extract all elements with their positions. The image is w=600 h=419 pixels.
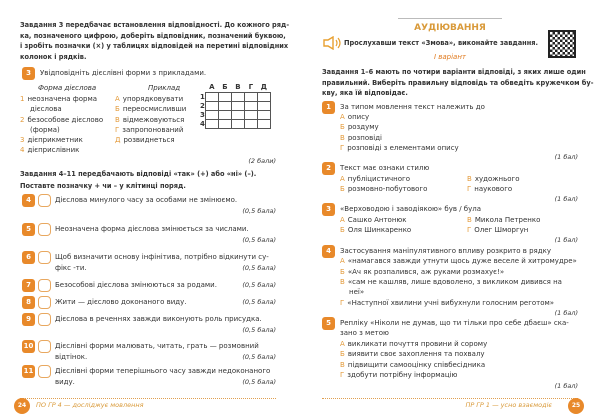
section-title: АУДІЮВАННЯ xyxy=(414,23,486,33)
item-number: 3 xyxy=(20,136,25,145)
option-text: відмежовуються xyxy=(122,115,185,124)
page-number: 25 xyxy=(568,398,584,414)
answer-option[interactable] xyxy=(340,225,411,236)
points: (0,5 бала) xyxy=(242,298,276,306)
statement-text: Неозначена форма дієслова змінюється за числами. xyxy=(55,225,249,233)
grid-cell[interactable] xyxy=(205,101,218,110)
answer-option[interactable] xyxy=(340,122,379,133)
answer-option[interactable] xyxy=(340,174,410,185)
instructions xyxy=(20,168,256,192)
option-text: розвиднеться xyxy=(123,136,175,145)
listen-instruction: Прослухавши текст «Змова», виконайте завдання. xyxy=(344,39,539,47)
option-letter: В xyxy=(467,175,472,183)
option-text: упорядковувати xyxy=(122,95,184,103)
option-letter: В xyxy=(340,134,345,142)
answer-checkbox[interactable] xyxy=(38,296,51,309)
item-number: 8 xyxy=(22,296,35,309)
answer-checkbox[interactable] xyxy=(38,251,51,264)
option-text: розмовно-побутового xyxy=(347,185,428,193)
points: (1 бал) xyxy=(554,382,578,390)
answer-option[interactable] xyxy=(467,215,540,226)
text-line: і зробіть позначки (×) у таблицях відповідей на перетині відповідних xyxy=(20,42,289,50)
answer-checkbox[interactable] xyxy=(38,279,51,292)
points: (0,5 бала) xyxy=(242,236,276,244)
option-letter: В xyxy=(340,278,345,286)
option-text: «Ач як розпалився, аж руками розмахує!» xyxy=(347,268,505,276)
answer-option[interactable] xyxy=(340,143,459,154)
grid-cell[interactable] xyxy=(218,110,231,119)
answer-option[interactable] xyxy=(340,349,485,360)
points: (0,5 бала) xyxy=(242,378,276,386)
option-text: розповіді xyxy=(347,134,382,142)
answer-option[interactable] xyxy=(467,225,528,236)
answer-checkbox[interactable] xyxy=(38,365,51,378)
item-text: (форма) xyxy=(30,125,60,134)
option-text: «сам не кашляв, лише вдоволено, з викликом дивився на xyxy=(347,278,562,286)
statement-text: виду. xyxy=(55,378,75,386)
item-number: 7 xyxy=(22,279,35,292)
option-letter: Г xyxy=(340,371,345,379)
statement-text: відтінок. xyxy=(55,353,88,361)
answer-checkbox[interactable] xyxy=(38,194,51,207)
grid-cell[interactable] xyxy=(257,119,270,128)
task-text: Увідповідніть дієслівні форми з прикладами. xyxy=(40,69,207,77)
speaker-icon[interactable] xyxy=(322,36,342,52)
statement-text: Жити — дієслово доконаного виду. xyxy=(55,298,187,306)
grid-cell[interactable] xyxy=(244,110,257,119)
option-letter: Б xyxy=(340,123,345,131)
divider xyxy=(398,18,502,19)
item-text: дієслова xyxy=(30,105,62,114)
answer-option[interactable] xyxy=(340,267,504,278)
page-number: 24 xyxy=(14,398,30,414)
footer-text: ПО ГР 4 — досліджує мовлення xyxy=(36,401,144,409)
answer-option[interactable] xyxy=(340,256,577,267)
question-text: зано з метою xyxy=(340,329,389,337)
divider xyxy=(20,398,276,399)
grid-cell[interactable] xyxy=(231,101,244,110)
points: (1 бал) xyxy=(554,153,578,161)
footer-text: ПР ГР 1 — усно взаємодіє xyxy=(465,401,552,409)
grid-cell[interactable] xyxy=(257,92,270,101)
answer-option[interactable] xyxy=(340,360,485,371)
option-text: Олег Шморгун xyxy=(474,226,529,234)
question-text: За типом мовлення текст належить до xyxy=(340,103,485,111)
item-number: 4 xyxy=(22,194,35,207)
points: (1 бал) xyxy=(554,309,578,317)
item-number: 1 xyxy=(20,95,25,103)
text-line: ка, позначеного цифрою, доберіть відповідник, позначений буквою, xyxy=(20,31,286,40)
instructions xyxy=(322,67,593,99)
answer-checkbox[interactable] xyxy=(38,223,51,236)
item-number: 4 xyxy=(20,146,25,155)
option-letter: Г xyxy=(340,299,345,307)
item-number: 9 xyxy=(22,313,35,326)
option-letter: А xyxy=(340,216,345,224)
item-number: 11 xyxy=(22,365,35,378)
option-letter: Д xyxy=(115,136,121,145)
item-text: неозначена форма xyxy=(27,95,98,103)
option-letter: Г xyxy=(340,144,345,152)
option-letter: Г xyxy=(115,125,120,134)
option-text: переосмисливши xyxy=(122,105,187,114)
grid-cell[interactable] xyxy=(205,92,218,101)
option-text: викликати почуття провини й сорому xyxy=(347,340,488,348)
points: (1 бал) xyxy=(554,236,578,244)
answer-option[interactable] xyxy=(340,277,562,288)
answer-option[interactable] xyxy=(340,339,487,350)
option-letter: Г xyxy=(467,226,472,234)
option-letter: Г xyxy=(467,185,472,193)
instructions xyxy=(20,20,289,62)
option-text: підвищити самооцінку співбесідника xyxy=(347,361,486,369)
grid-cell[interactable] xyxy=(257,101,270,110)
statement-text: Дієслівні форми малювать, читать, грать — розмовний xyxy=(55,342,259,350)
examples-list xyxy=(115,94,186,145)
option-letter: В xyxy=(467,216,472,224)
question-text: «Верховодою і заводіякою» був / була xyxy=(340,205,482,213)
option-letter: Б xyxy=(115,105,120,114)
option-text: Микола Петренко xyxy=(474,216,541,224)
text-line: Завдання 4–11 передбачають відповіді «так» (+) або «ні» (–). xyxy=(20,170,257,178)
answer-option[interactable] xyxy=(340,184,427,195)
text-line: правильний. Виберіть правильну відповідь та обведіть кружечком бу- xyxy=(322,78,594,87)
points: (2 бали) xyxy=(248,157,276,165)
grid-cell[interactable] xyxy=(231,119,244,128)
item-number: 10 xyxy=(22,340,35,353)
option-text: запропонований xyxy=(122,125,184,134)
option-text: опису xyxy=(347,113,370,121)
column-header: Форма дієслова xyxy=(38,84,97,92)
question-text: Застосування маніпулятивного впливу розкрито в рядку xyxy=(340,247,551,255)
item-number: 6 xyxy=(22,251,35,264)
option-letter: А xyxy=(340,113,345,121)
item-number: 2 xyxy=(20,115,25,124)
option-text: «намагався завжди утнути щось дуже веселе й хитромудре» xyxy=(347,257,577,265)
option-text: здобути потрібну інформацію xyxy=(347,371,458,379)
text-line: Завдання 1–6 мають по чотири варіанти відповіді, з яких лише один xyxy=(322,68,586,76)
grid-cell[interactable] xyxy=(205,119,218,128)
statement-text: Дієслова в реченнях завжди виконують роль присудка. xyxy=(55,315,262,323)
grid-cell[interactable] xyxy=(231,92,244,101)
item-number: 5 xyxy=(22,223,35,236)
grid-cell[interactable] xyxy=(218,101,231,110)
statement-text: Безособові дієслова змінюються за родами. xyxy=(55,281,217,289)
question-number: 2 xyxy=(322,162,335,175)
statement-text: Дієслівні форми теперішнього часу завжди недоконаного xyxy=(55,367,271,375)
answer-option[interactable] xyxy=(340,215,407,226)
option-text: Оля Шинкаренко xyxy=(347,226,412,234)
variant-label: І варіант xyxy=(433,53,467,61)
text-line: Поставте позначку + чи – у клітинці поряд. xyxy=(20,182,186,190)
option-text: неї» xyxy=(349,288,365,296)
option-text: Сашко Антонюк xyxy=(347,216,407,224)
answer-option[interactable] xyxy=(340,298,554,309)
option-text: роздуму xyxy=(347,123,379,131)
question-text: Репліку «Ніколи не думав, що ти тільки про себе дбаєш» ска- xyxy=(340,319,569,327)
question-number: 5 xyxy=(322,317,335,330)
answer-option[interactable] xyxy=(340,370,457,381)
points: (0,5 бала) xyxy=(242,207,276,215)
points: (0,5 бала) xyxy=(242,281,276,289)
option-text: художнього xyxy=(474,175,520,183)
points: (0,5 бала) xyxy=(242,353,276,361)
left-page xyxy=(17,0,290,419)
question-number: 1 xyxy=(322,101,335,114)
option-letter: Б xyxy=(340,268,345,276)
grid-cell[interactable] xyxy=(244,101,257,110)
column-header: Приклад xyxy=(148,84,181,92)
option-letter: Б xyxy=(340,350,345,358)
right-page xyxy=(322,0,594,419)
option-letter: Б xyxy=(340,226,345,234)
item-text: дієприслівник xyxy=(27,146,80,155)
answer-option[interactable] xyxy=(467,184,512,195)
option-letter: В xyxy=(115,115,120,124)
option-text: публіцистичного xyxy=(347,175,410,183)
option-text: наукового xyxy=(474,185,513,193)
answer-option[interactable] xyxy=(467,174,519,185)
option-letter: А xyxy=(340,175,345,183)
option-text: розповіді з елементами опису xyxy=(347,144,459,152)
text-line: Завдання 3 передбачає встановлення відповідності. До кожного ряд- xyxy=(20,21,290,29)
statement-text: фікс -ти. xyxy=(55,264,87,272)
statement-text: Дієслова минулого часу за особами не змінюємо. xyxy=(55,196,238,204)
option-text: «Наступної хвилини учні вибухнули голосним реготом» xyxy=(347,299,555,307)
answer-checkbox[interactable] xyxy=(38,340,51,353)
answer-grid: А Б В Г Д 1 2 3 4 xyxy=(200,83,271,129)
question-number: 4 xyxy=(322,245,335,258)
grid-cell[interactable] xyxy=(218,92,231,101)
divider xyxy=(322,398,578,399)
answer-checkbox[interactable] xyxy=(38,313,51,326)
option-letter: Б xyxy=(340,185,345,193)
question-number: 3 xyxy=(322,203,335,216)
option-letter: А xyxy=(340,257,345,265)
points: (0,5 бала) xyxy=(242,326,276,334)
grid-cell[interactable] xyxy=(231,110,244,119)
answer-option[interactable] xyxy=(340,112,369,123)
forms-list xyxy=(20,94,103,156)
option-letter: А xyxy=(115,95,120,103)
grid-cell[interactable] xyxy=(244,92,257,101)
task-number: 3 xyxy=(22,67,35,80)
answer-option[interactable] xyxy=(340,133,382,144)
grid-cell[interactable] xyxy=(218,119,231,128)
points: (1 бал) xyxy=(554,195,578,203)
option-text: виявити своє захоплення та похвалу xyxy=(347,350,485,358)
item-text: безособове дієслово xyxy=(27,115,104,124)
statement-text: Щоб визначити основу інфінітива, потрібно відкинути су- xyxy=(55,253,269,261)
points: (0,5 бала) xyxy=(242,264,276,272)
text-line: колонок і рядків. xyxy=(20,52,87,61)
grid-cell[interactable] xyxy=(205,110,218,119)
grid-cell[interactable] xyxy=(244,119,257,128)
text-line: кву, яка їй відповідає. xyxy=(322,89,408,97)
item-text: дієприкметник xyxy=(27,136,83,145)
grid-cell[interactable] xyxy=(257,110,270,119)
question-text: Текст має ознаки стилю xyxy=(340,164,430,172)
option-letter: А xyxy=(340,340,345,348)
option-letter: В xyxy=(340,361,345,369)
